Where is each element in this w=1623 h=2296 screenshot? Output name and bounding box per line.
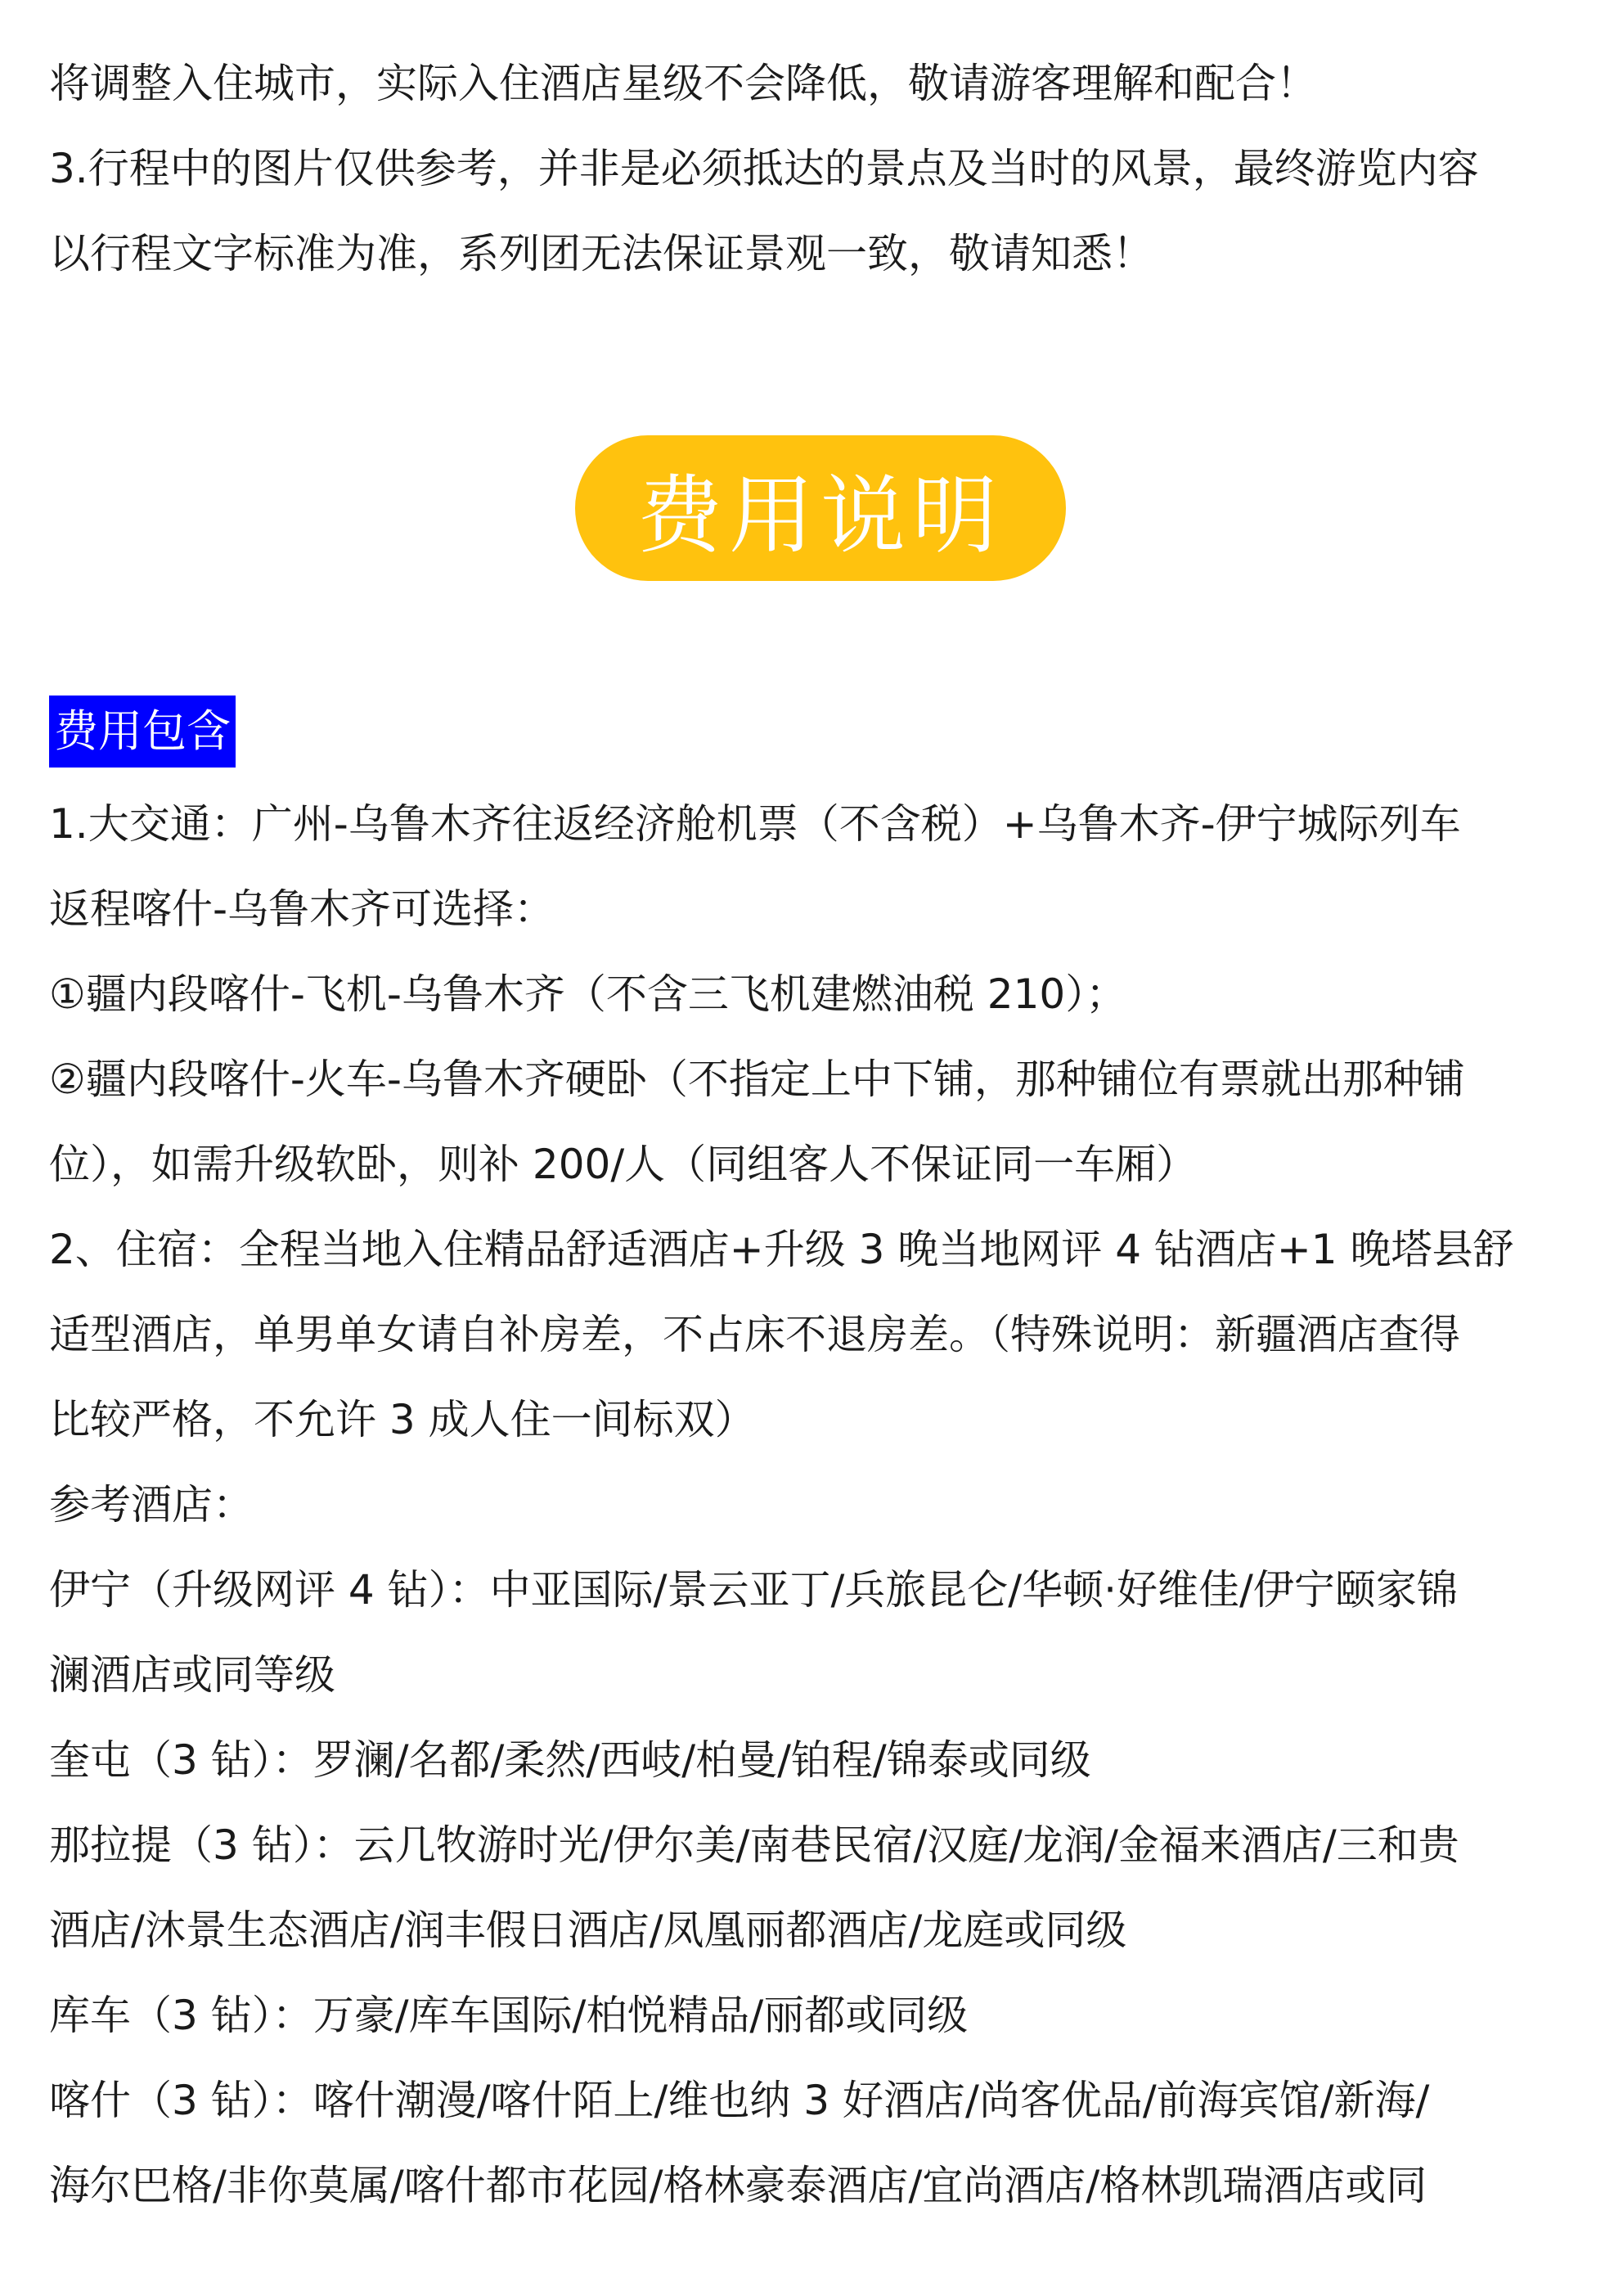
detail-line: 返程喀什-乌鲁木齐可选择：	[49, 885, 555, 933]
fee-included-tag: 费用包含	[49, 696, 236, 768]
detail-line: 比较严格，不允许 3 成人住一间标双）	[49, 1396, 756, 1443]
detail-line: 喀什（3 钻）：喀什潮漫/喀什陌上/维也纳 3 好酒店/尚客优品/前海宾馆/新海/	[49, 2077, 1430, 2124]
detail-line: 1.大交通：广州-乌鲁木齐往返经济舱机票（不含税）+乌鲁木齐-伊宁城际列车	[49, 800, 1461, 848]
detail-line: 奎屯（3 钻）：罗澜/名都/柔然/西岐/柏曼/铂程/锦泰或同级	[49, 1736, 1091, 1784]
intro-line: 将调整入住城市，实际入住酒店星级不会降低，敬请游客理解和配合！	[49, 60, 1317, 107]
detail-line: 适型酒店，单男单女请自补房差，不占床不退房差。（特殊说明：新疆酒店查得	[49, 1311, 1460, 1358]
detail-line: 那拉提（3 钻）：云几牧游时光/伊尔美/南巷民宿/汉庭/龙润/金福来酒店/三和贵	[49, 1821, 1459, 1869]
detail-line: 库车（3 钻）：万豪/库车国际/柏悦精品/丽都或同级	[49, 1992, 969, 2039]
section-title-banner: 费用说明	[575, 435, 1066, 581]
intro-line: 3.行程中的图片仅供参考，并非是必须抵达的景点及当时的风景，最终游览内容	[49, 145, 1479, 192]
detail-line: ②疆内段喀什-火车-乌鲁木齐硬卧（不指定上中下铺，那种铺位有票就出那种铺	[49, 1056, 1465, 1103]
intro-notes	[49, 41, 1587, 296]
intro-line: 以行程文字标准为准，系列团无法保证景观一致，敬请知悉！	[49, 230, 1153, 277]
detail-line: 位），如需升级软卧，则补 200/人（同组客人不保证同一车厢）	[49, 1141, 1198, 1188]
detail-line: 澜酒店或同等级	[49, 1651, 335, 1699]
detail-line: 酒店/沐景生态酒店/润丰假日酒店/凤凰丽都酒店/龙庭或同级	[49, 1907, 1127, 1954]
detail-line: 2、住宿：全程当地入住精品舒适酒店+升级 3 晚当地网评 4 钻酒店+1 晚塔县舒	[49, 1226, 1514, 1273]
fee-details	[49, 781, 1587, 2228]
detail-line: 参考酒店：	[49, 1481, 254, 1528]
detail-line: ①疆内段喀什-飞机-乌鲁木齐（不含三飞机建燃油税 210）；	[49, 970, 1127, 1018]
detail-line: 伊宁（升级网评 4 钻）：中亚国际/景云亚丁/兵旅昆仑/华顿·好维佳/伊宁颐家锦	[49, 1566, 1458, 1614]
detail-line: 海尔巴格/非你莫属/喀什都市花园/格林豪泰酒店/宜尚酒店/格林凯瑞酒店或同	[49, 2162, 1427, 2209]
